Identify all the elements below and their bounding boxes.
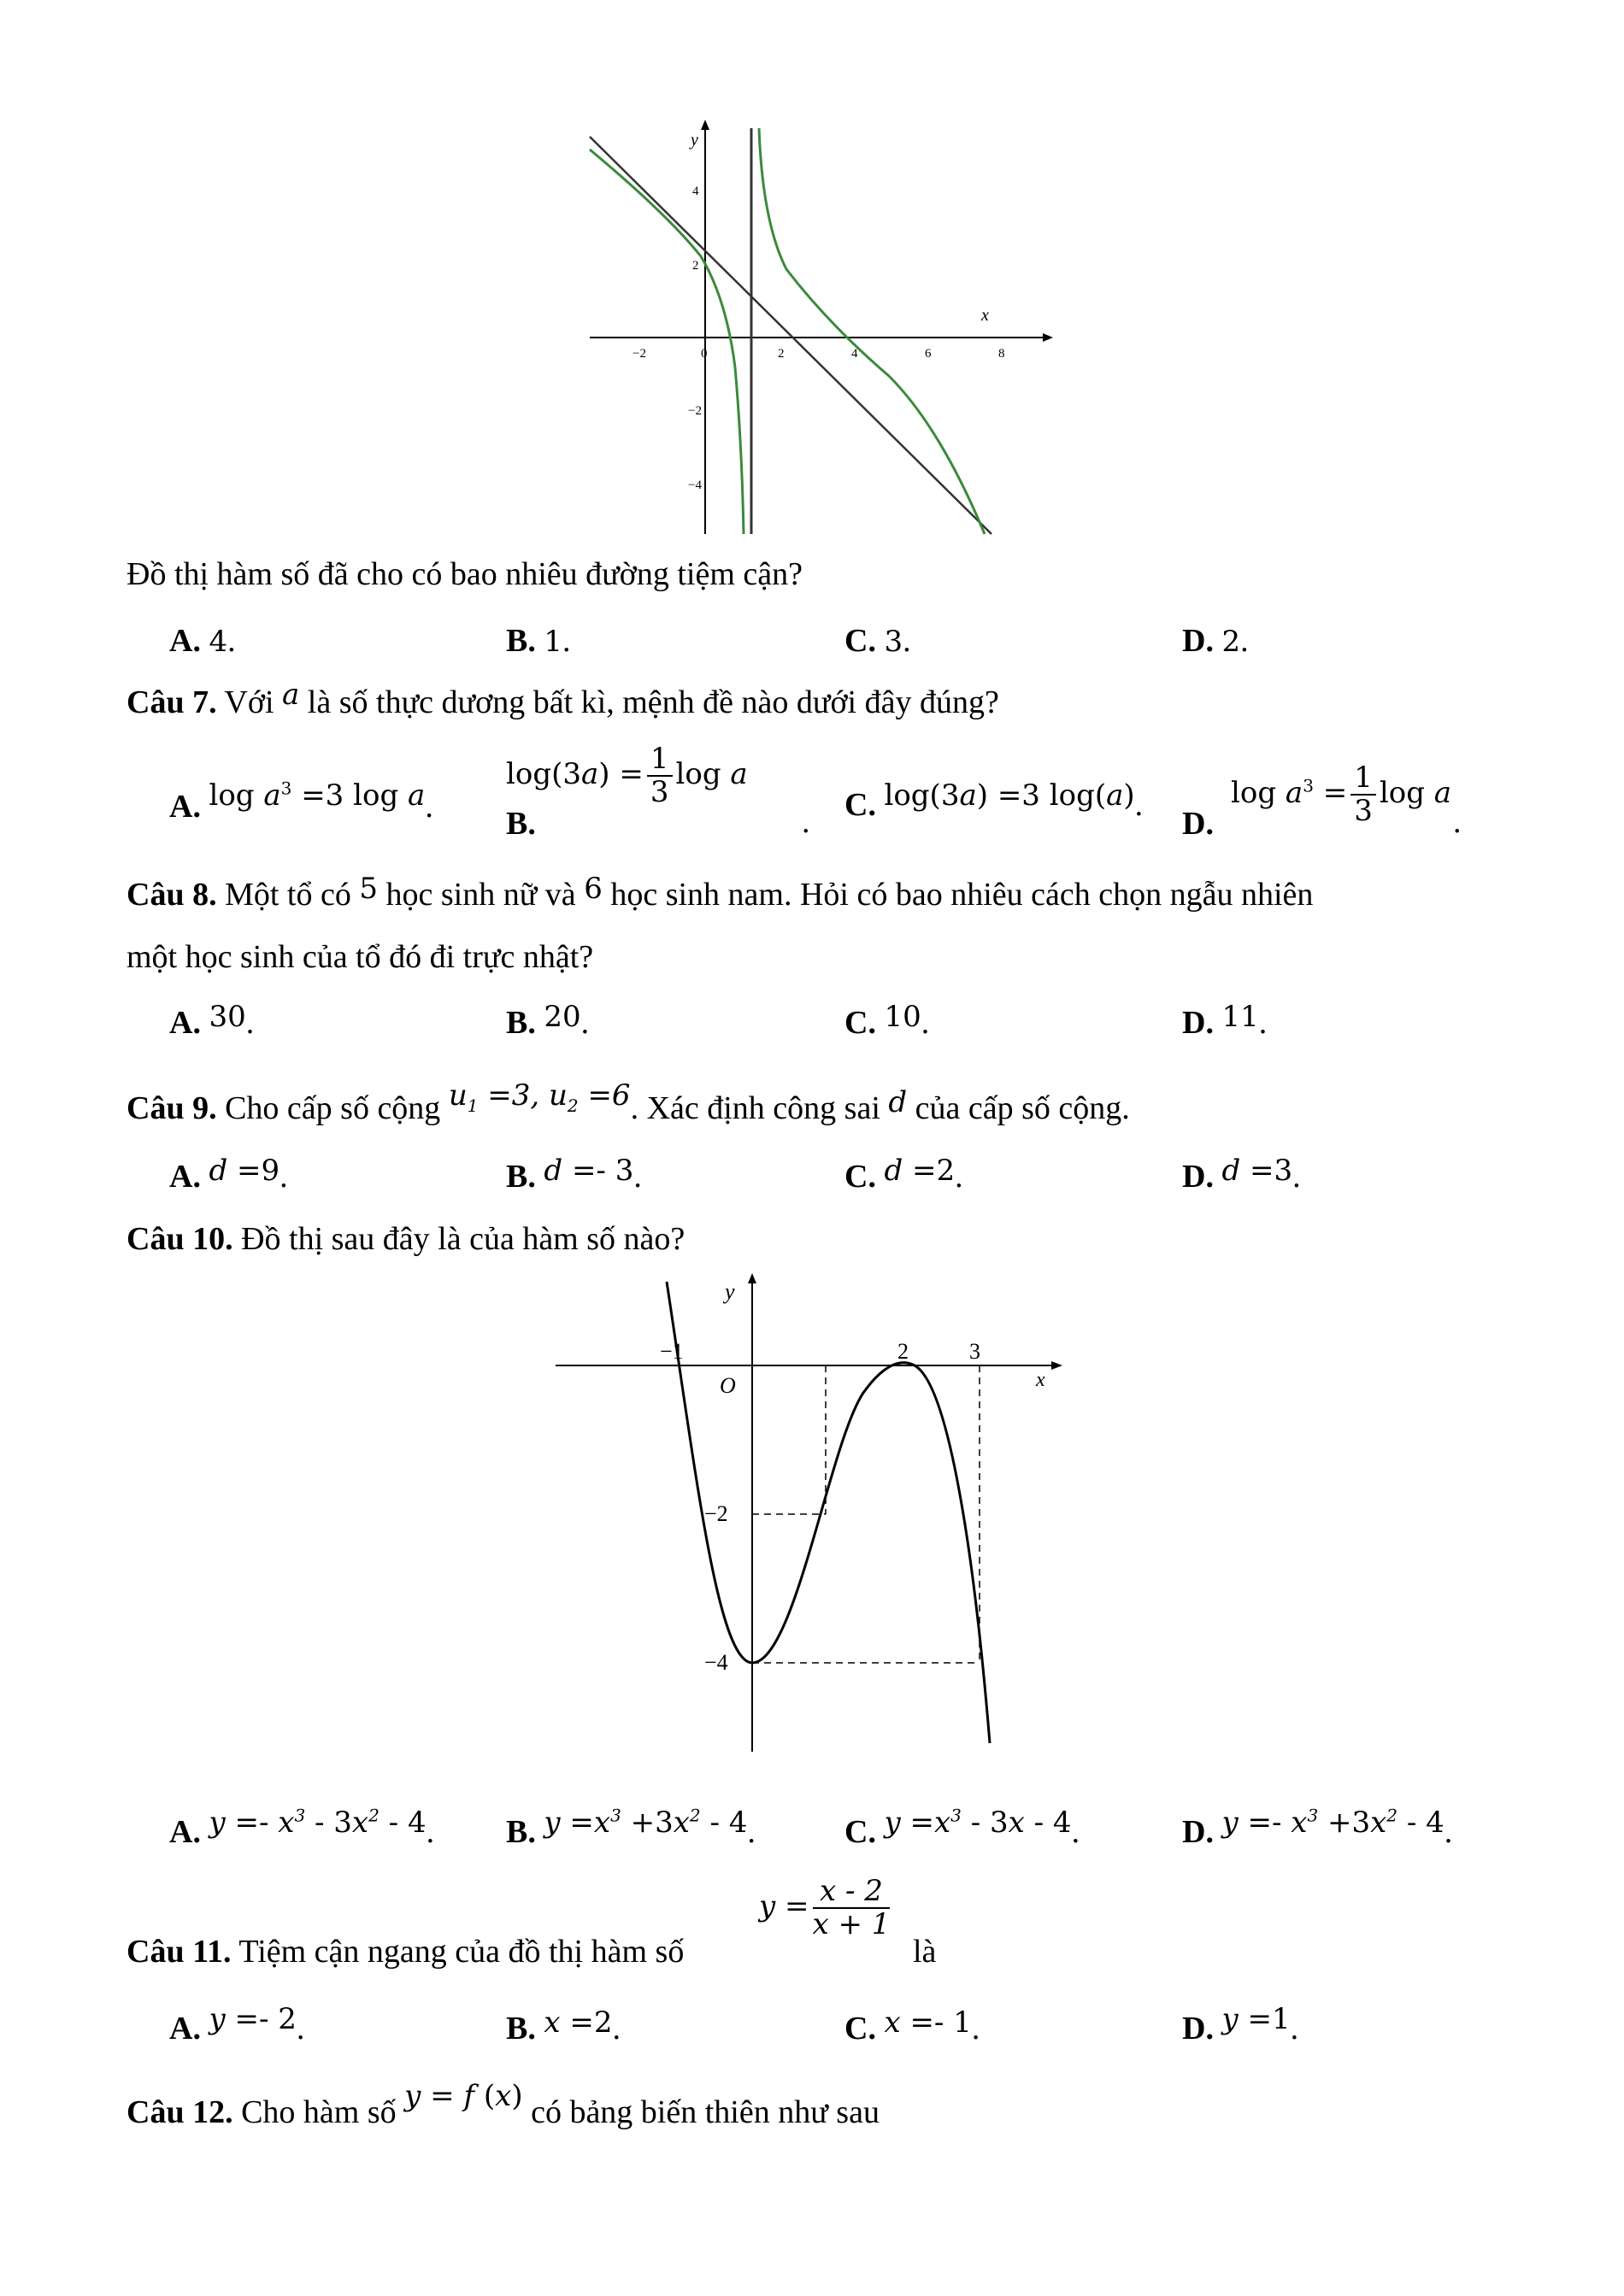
q11-option-c[interactable]: C. x =- 1. [844, 2005, 980, 2046]
q7-option-d[interactable] [1231, 762, 1451, 828]
y-axis-label: y [691, 131, 698, 150]
q11-text-post [913, 1933, 936, 1972]
q9-text [127, 1078, 1130, 1130]
option-value: y =- 2 [209, 2002, 297, 2036]
question-label: Câu 7. [127, 684, 217, 720]
option-value: log(3a) = $\frac{1}{3}$ log a [506, 742, 748, 810]
x-label-neg1: −1 [660, 1339, 684, 1364]
q7-option-d-dot: . [1453, 804, 1462, 840]
q9-option-b[interactable]: B. d =- 3. [506, 1154, 642, 1195]
y-label-neg4: −4 [704, 1650, 728, 1675]
q7-option-b-label [506, 805, 536, 844]
q7-option-d-label [1182, 805, 1214, 844]
option-label: C. [844, 1159, 876, 1195]
option-value: y =1 [1221, 2002, 1291, 2036]
q6-option-b[interactable]: B. 1. [506, 623, 571, 659]
option-value: $y =- x^3 - 3x^2 - 4$ [209, 1805, 427, 1840]
graph-cubic [547, 1273, 1077, 1760]
option-label: D. [1182, 623, 1214, 659]
option-value: $y =x^3 +3x^2 - 4$ [544, 1805, 748, 1840]
q7-option-c[interactable]: C. log(3a) =3 log(a). [844, 778, 1144, 823]
option-value: 1 [544, 625, 562, 659]
q9-text-post: của cấp số cộng. [915, 1090, 1130, 1126]
y-tick: 4 [692, 185, 699, 198]
x-tick: 2 [778, 347, 785, 361]
q7-option-b[interactable] [506, 743, 748, 809]
option-value: d =3 [1221, 1154, 1293, 1188]
oblique-asymptote [590, 137, 991, 534]
q6-option-a[interactable]: A. 4. [169, 623, 236, 659]
q7-var: a [282, 678, 300, 712]
q8-option-a[interactable]: A. 30. [169, 1000, 255, 1041]
q9-var: d [888, 1085, 908, 1119]
option-value: d =- 3 [544, 1154, 634, 1188]
q6-text [127, 555, 803, 595]
option-label: D. [1182, 2011, 1214, 2046]
q12-text [127, 2079, 880, 2133]
q8-option-b[interactable]: B. 20. [506, 1000, 590, 1041]
option-value: 3 [884, 625, 903, 659]
x-label-2: 2 [897, 1339, 909, 1364]
q8-text-b: học sinh nữ và [385, 877, 576, 913]
q12-text-post: có bảng biến thiên như sau [531, 2094, 880, 2130]
q8-text-line2: một học sinh của tổ đó đi trực nhật? [127, 939, 594, 975]
q7-text-post: là số thực dương bất kì, mệnh đề nào dưới đây đúng? [307, 684, 999, 720]
q9-text-pre: Cho cấp số cộng [225, 1090, 441, 1126]
option-value: $y =- x^3 +3x^2 - 4$ [1221, 1805, 1445, 1840]
graph-asymptotes [581, 120, 1060, 538]
curve-right-branch [759, 128, 985, 534]
q11-la: là [913, 1934, 937, 1970]
option-value: 2 [1221, 625, 1241, 659]
option-label: C. [844, 787, 876, 823]
option-label: C. [844, 2011, 876, 2046]
y-tick: −2 [688, 404, 702, 418]
q9-option-c[interactable]: C. d =2. [844, 1154, 963, 1195]
y-label-neg2: −2 [704, 1501, 728, 1526]
q7-text-pre: Với [224, 684, 274, 720]
option-label: C. [844, 1814, 876, 1850]
origin-label: O [720, 1373, 736, 1398]
option-value: 10 [884, 1000, 921, 1034]
x-axis-label: x [1036, 1369, 1045, 1391]
x-tick: 0 [701, 347, 708, 361]
q8-text-a: Một tổ có [225, 877, 351, 913]
q11-option-d[interactable]: D. y =1. [1182, 2002, 1299, 2046]
q11-option-b[interactable]: B. x =2. [506, 2005, 621, 2046]
q11-formula-lhs: y = [759, 1889, 809, 1924]
q11-formula [759, 1876, 893, 1941]
option-label: A. [169, 623, 201, 659]
q10-question: Đồ thị sau đây là của hàm số nào? [241, 1221, 685, 1257]
q8-option-d[interactable]: D. 11. [1182, 1000, 1268, 1041]
x-tick: 6 [925, 347, 932, 361]
q10-text [127, 1220, 685, 1260]
option-label: D. [1182, 1005, 1214, 1041]
q6-question: Đồ thị hàm số đã cho có bao nhiêu đường tiệm cận? [127, 556, 803, 592]
option-value: x =- 1 [884, 2005, 972, 2040]
q10-option-c[interactable]: C. $y =x^3 - 3x - 4$. [844, 1805, 1080, 1850]
q9-formula: $u_1 =3$, $u_2 =6$ [448, 1078, 631, 1116]
option-value: d =9 [209, 1154, 280, 1188]
q10-option-d[interactable]: D. $y =- x^3 +3x^2 - 4$. [1182, 1805, 1453, 1850]
q9-text-mid: . Xác định công sai [630, 1090, 880, 1126]
option-label: D. [1182, 806, 1214, 842]
question-label: Câu 11. [127, 1934, 232, 1970]
option-label: D. [1182, 1814, 1214, 1850]
option-value: $y =x^3 - 3x - 4$ [884, 1805, 1072, 1840]
x-tick: 8 [998, 347, 1005, 361]
option-label: C. [844, 623, 876, 659]
q8-text-c: học sinh nam. Hỏi có bao nhiêu cách chọn ngẫu nhiên [610, 877, 1314, 913]
option-label: B. [506, 623, 536, 659]
q9-option-d[interactable]: D. d =3. [1182, 1154, 1301, 1195]
q6-option-c[interactable]: C. 3. [844, 623, 911, 659]
question-label: Câu 10. [127, 1221, 233, 1257]
option-label: A. [169, 1814, 201, 1850]
x-axis-arrow [1043, 333, 1053, 342]
y-tick: 2 [692, 259, 699, 273]
x-axis-label: x [981, 306, 989, 325]
option-value: x =2 [544, 2005, 613, 2040]
q11-question: Tiệm cận ngang của đồ thị hàm số [238, 1934, 685, 1970]
option-label: A. [169, 1159, 201, 1195]
option-value: 11 [1221, 1000, 1259, 1034]
option-value: 4 [209, 625, 228, 659]
q8-line-2 [127, 938, 593, 978]
q11-formula-num: x - 2 [813, 1876, 891, 1909]
question-label: Câu 8. [127, 877, 217, 913]
option-label: B. [506, 1159, 536, 1195]
q10-option-b[interactable]: B. $y =x^3 +3x^2 - 4$. [506, 1805, 756, 1850]
option-value: 30 [209, 1000, 246, 1034]
option-value: d =2 [884, 1154, 956, 1188]
x-tick: 4 [851, 347, 858, 361]
option-value: log(3a) =3 log(a) [884, 778, 1135, 813]
option-label: B. [506, 1814, 536, 1850]
x-tick: −2 [633, 347, 646, 361]
y-axis-arrow [748, 1273, 756, 1283]
y-axis-label: y [725, 1279, 735, 1304]
question-label: Câu 9. [127, 1090, 217, 1126]
option-label: B. [506, 1005, 536, 1041]
curve-left-branch [590, 150, 744, 534]
x-axis-arrow [1051, 1361, 1062, 1370]
q12-formula: y = f (x) [404, 2079, 523, 2113]
option-label: A. [169, 2011, 201, 2046]
q7-option-a[interactable]: A. $\log a^3 =3$ log a. [169, 778, 433, 825]
option-label: B. [506, 2011, 536, 2046]
q8-line-1 [127, 872, 1314, 915]
q7-text [127, 678, 999, 723]
q8-num-2: 6 [584, 872, 603, 906]
option-value: 20 [544, 1000, 581, 1034]
option-label: D. [1182, 1159, 1214, 1195]
y-tick: −4 [688, 479, 702, 492]
q10-option-a[interactable]: A. $y =- x^3 - 3x^2 - 4$. [169, 1805, 435, 1850]
option-label: B. [506, 806, 536, 842]
q12-text-pre: Cho hàm số [241, 2094, 397, 2130]
q11-formula-den: x + 1 [812, 1907, 891, 1942]
q8-num-1: 5 [359, 872, 378, 906]
q6-option-d[interactable]: D. 2. [1182, 623, 1249, 659]
q11-option-a[interactable]: A. y =- 2. [169, 2002, 305, 2046]
question-label: Câu 12. [127, 2094, 233, 2130]
option-label: A. [169, 1005, 201, 1041]
q8-option-c[interactable]: C. 10. [844, 1000, 930, 1041]
y-axis-arrow [701, 120, 709, 130]
q11-text [127, 1933, 684, 1972]
q9-option-a[interactable]: A. d =9. [169, 1154, 288, 1195]
q7-option-b-dot: . [802, 804, 810, 840]
option-label: C. [844, 1005, 876, 1041]
option-value: $\log a^3 =3$ log a [209, 778, 426, 813]
option-label: A. [169, 789, 201, 825]
option-value: $\log a^3$ = $\frac{1}{3}$ log a [1231, 760, 1452, 829]
x-label-3: 3 [969, 1339, 980, 1364]
